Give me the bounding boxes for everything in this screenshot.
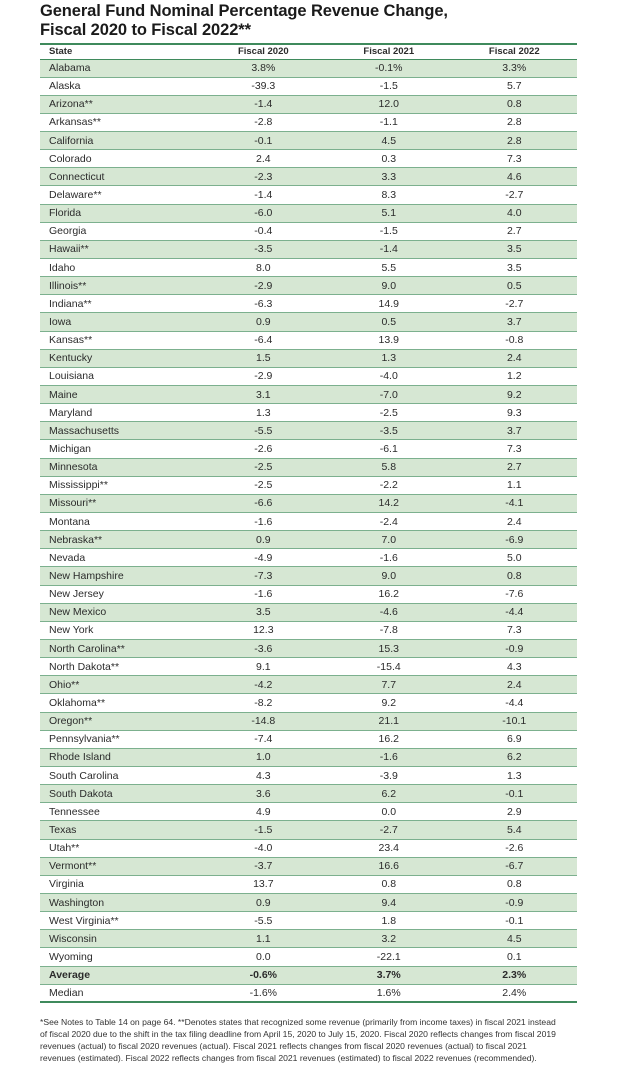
table-row — [40, 912, 577, 930]
fiscal-2020-cell: -2.6 — [201, 440, 326, 458]
fiscal-2022-cell: -4.4 — [452, 694, 578, 712]
table-row — [40, 295, 577, 313]
table-row — [40, 313, 577, 331]
fiscal-2022-cell: 9.3 — [452, 404, 578, 422]
state-cell: Average — [40, 966, 201, 984]
state-cell: Maryland — [40, 404, 201, 422]
fiscal-2020-cell: -2.9 — [201, 367, 326, 385]
fiscal-2021-cell: -7.8 — [326, 621, 451, 639]
table-row — [40, 458, 577, 476]
state-cell: Wisconsin — [40, 930, 201, 948]
fiscal-2021-cell: 12.0 — [326, 95, 451, 113]
fiscal-2022-cell: 0.1 — [452, 948, 578, 966]
fiscal-2021-cell: 6.2 — [326, 785, 451, 803]
table-row — [40, 549, 577, 567]
fiscal-2021-cell: 3.7% — [326, 966, 451, 984]
fiscal-2020-cell: -1.6 — [201, 585, 326, 603]
state-cell: California — [40, 132, 201, 150]
table-row — [40, 893, 577, 911]
table-row — [40, 694, 577, 712]
fiscal-2021-cell: 13.9 — [326, 331, 451, 349]
table-row — [40, 259, 577, 277]
fiscal-2022-cell: -7.6 — [452, 585, 578, 603]
fiscal-2021-cell: 4.5 — [326, 132, 451, 150]
fiscal-2022-cell: 2.8 — [452, 132, 578, 150]
state-cell: New York — [40, 621, 201, 639]
fiscal-2022-cell: 2.7 — [452, 458, 578, 476]
table-row — [40, 567, 577, 585]
state-cell: Louisiana — [40, 367, 201, 385]
fiscal-2020-cell: -1.5 — [201, 821, 326, 839]
fiscal-2021-cell: -4.0 — [326, 367, 451, 385]
table-row — [40, 621, 577, 639]
state-cell: New Jersey — [40, 585, 201, 603]
table-row — [40, 331, 577, 349]
state-cell: Colorado — [40, 150, 201, 168]
title-line-2: Fiscal 2020 to Fiscal 2022** — [40, 21, 251, 39]
fiscal-2021-cell: -7.0 — [326, 386, 451, 404]
table-row — [40, 658, 577, 676]
header-state: State — [40, 44, 201, 59]
table-row — [40, 113, 577, 131]
fiscal-2022-cell: 2.4 — [452, 513, 578, 531]
fiscal-2022-cell: 3.7 — [452, 422, 578, 440]
table-row — [40, 948, 577, 966]
fiscal-2021-cell: -3.9 — [326, 766, 451, 784]
fiscal-2020-cell: -1.4 — [201, 186, 326, 204]
table-row — [40, 59, 577, 77]
state-cell: Pennsylvania** — [40, 730, 201, 748]
table-row — [40, 349, 577, 367]
median-row — [40, 984, 577, 1002]
fiscal-2022-cell: 7.3 — [452, 621, 578, 639]
state-cell: Wyoming — [40, 948, 201, 966]
state-cell: Georgia — [40, 222, 201, 240]
fiscal-2022-cell: 4.3 — [452, 658, 578, 676]
table-row — [40, 785, 577, 803]
fiscal-2020-cell: 2.4 — [201, 150, 326, 168]
state-cell: Missouri** — [40, 494, 201, 512]
table-row — [40, 367, 577, 385]
table-row — [40, 386, 577, 404]
fiscal-2021-cell: -2.7 — [326, 821, 451, 839]
table-row — [40, 222, 577, 240]
table-row — [40, 77, 577, 95]
fiscal-2022-cell: 0.8 — [452, 567, 578, 585]
fiscal-2020-cell: -2.9 — [201, 277, 326, 295]
fiscal-2021-cell: 1.8 — [326, 912, 451, 930]
table-row — [40, 240, 577, 258]
fiscal-2020-cell: -39.3 — [201, 77, 326, 95]
fiscal-2022-cell: -10.1 — [452, 712, 578, 730]
fiscal-2021-cell: -3.5 — [326, 422, 451, 440]
fiscal-2022-cell: 2.9 — [452, 803, 578, 821]
state-cell: Oklahoma** — [40, 694, 201, 712]
state-cell: Washington — [40, 893, 201, 911]
fiscal-2021-cell: -22.1 — [326, 948, 451, 966]
fiscal-2022-cell: 7.3 — [452, 150, 578, 168]
fiscal-2020-cell: -4.2 — [201, 676, 326, 694]
fiscal-2020-cell: -0.4 — [201, 222, 326, 240]
state-cell: Delaware** — [40, 186, 201, 204]
fiscal-2021-cell: 9.0 — [326, 567, 451, 585]
fiscal-2020-cell: -0.1 — [201, 132, 326, 150]
header-row — [40, 44, 577, 59]
fiscal-2020-cell: -6.6 — [201, 494, 326, 512]
page — [40, 0, 577, 1064]
state-cell: Idaho — [40, 259, 201, 277]
fiscal-2020-cell: 3.1 — [201, 386, 326, 404]
state-cell: North Dakota** — [40, 658, 201, 676]
fiscal-2022-cell: -2.7 — [452, 295, 578, 313]
state-cell: Mississippi** — [40, 476, 201, 494]
fiscal-2020-cell: -6.3 — [201, 295, 326, 313]
fiscal-2020-cell: 0.9 — [201, 893, 326, 911]
fiscal-2021-cell: 0.5 — [326, 313, 451, 331]
state-cell: Tennessee — [40, 803, 201, 821]
state-cell: Massachusetts — [40, 422, 201, 440]
state-cell: Vermont** — [40, 857, 201, 875]
fiscal-2020-cell: -4.9 — [201, 549, 326, 567]
fiscal-2022-cell: 0.8 — [452, 875, 578, 893]
fiscal-2020-cell: -3.7 — [201, 857, 326, 875]
fiscal-2020-cell: 1.3 — [201, 404, 326, 422]
fiscal-2020-cell: -0.6% — [201, 966, 326, 984]
fiscal-2021-cell: -1.1 — [326, 113, 451, 131]
table-row — [40, 440, 577, 458]
state-cell: Virginia — [40, 875, 201, 893]
fiscal-2022-cell: 6.9 — [452, 730, 578, 748]
fiscal-2020-cell: -1.6 — [201, 513, 326, 531]
table-row — [40, 857, 577, 875]
fiscal-2021-cell: 15.3 — [326, 640, 451, 658]
fiscal-2020-cell: -6.4 — [201, 331, 326, 349]
fiscal-2020-cell: 0.0 — [201, 948, 326, 966]
table-row — [40, 875, 577, 893]
fiscal-2021-cell: -1.6 — [326, 748, 451, 766]
state-cell: North Carolina** — [40, 640, 201, 658]
fiscal-2020-cell: 0.9 — [201, 531, 326, 549]
fiscal-2020-cell: -3.5 — [201, 240, 326, 258]
fiscal-2021-cell: -1.6 — [326, 549, 451, 567]
table-row — [40, 204, 577, 222]
state-cell: Michigan — [40, 440, 201, 458]
fiscal-2022-cell: 2.4% — [452, 984, 578, 1002]
header-fiscal-2021: Fiscal 2021 — [326, 44, 451, 59]
fiscal-2021-cell: 5.8 — [326, 458, 451, 476]
fiscal-2020-cell: 1.1 — [201, 930, 326, 948]
fiscal-2022-cell: -4.4 — [452, 603, 578, 621]
fiscal-2022-cell: 1.2 — [452, 367, 578, 385]
fiscal-2020-cell: -2.3 — [201, 168, 326, 186]
fiscal-2022-cell: 2.4 — [452, 676, 578, 694]
fiscal-2021-cell: 1.6% — [326, 984, 451, 1002]
fiscal-2020-cell: -1.4 — [201, 95, 326, 113]
table-row — [40, 803, 577, 821]
table-row — [40, 404, 577, 422]
fiscal-2021-cell: 9.2 — [326, 694, 451, 712]
fiscal-2020-cell: 12.3 — [201, 621, 326, 639]
fiscal-2021-cell: 7.7 — [326, 676, 451, 694]
fiscal-2022-cell: -0.1 — [452, 912, 578, 930]
state-cell: Hawaii** — [40, 240, 201, 258]
fiscal-2021-cell: 3.3 — [326, 168, 451, 186]
fiscal-2021-cell: 1.3 — [326, 349, 451, 367]
fiscal-2020-cell: -7.4 — [201, 730, 326, 748]
fiscal-2022-cell: 3.3% — [452, 59, 578, 77]
fiscal-2021-cell: 5.5 — [326, 259, 451, 277]
table-row — [40, 712, 577, 730]
state-cell: Nevada — [40, 549, 201, 567]
state-cell: South Carolina — [40, 766, 201, 784]
table-row — [40, 476, 577, 494]
fiscal-2022-cell: 4.6 — [452, 168, 578, 186]
fiscal-2020-cell: 3.5 — [201, 603, 326, 621]
fiscal-2022-cell: 2.7 — [452, 222, 578, 240]
fiscal-2021-cell: 5.1 — [326, 204, 451, 222]
fiscal-2021-cell: 14.9 — [326, 295, 451, 313]
state-cell: South Dakota — [40, 785, 201, 803]
state-cell: Arkansas** — [40, 113, 201, 131]
fiscal-2022-cell: -6.9 — [452, 531, 578, 549]
fiscal-2021-cell: 16.6 — [326, 857, 451, 875]
fiscal-2022-cell: 2.8 — [452, 113, 578, 131]
fiscal-2021-cell: 0.0 — [326, 803, 451, 821]
state-cell: Florida — [40, 204, 201, 222]
state-cell: Kentucky — [40, 349, 201, 367]
revenue-change-table — [40, 43, 577, 1003]
fiscal-2022-cell: 4.5 — [452, 930, 578, 948]
table-row — [40, 730, 577, 748]
fiscal-2021-cell: -1.5 — [326, 222, 451, 240]
table-row — [40, 603, 577, 621]
fiscal-2022-cell: 2.3% — [452, 966, 578, 984]
fiscal-2020-cell: -6.0 — [201, 204, 326, 222]
fiscal-2022-cell: -0.8 — [452, 331, 578, 349]
fiscal-2021-cell: 9.0 — [326, 277, 451, 295]
fiscal-2021-cell: 14.2 — [326, 494, 451, 512]
fiscal-2022-cell: 5.4 — [452, 821, 578, 839]
fiscal-2021-cell: 3.2 — [326, 930, 451, 948]
fiscal-2022-cell: 3.5 — [452, 259, 578, 277]
state-cell: Maine — [40, 386, 201, 404]
state-cell: Arizona** — [40, 95, 201, 113]
state-cell: Rhode Island — [40, 748, 201, 766]
fiscal-2022-cell: -0.9 — [452, 893, 578, 911]
fiscal-2020-cell: -3.6 — [201, 640, 326, 658]
fiscal-2020-cell: -2.5 — [201, 476, 326, 494]
state-cell: Iowa — [40, 313, 201, 331]
fiscal-2022-cell: 0.8 — [452, 95, 578, 113]
fiscal-2021-cell: -2.4 — [326, 513, 451, 531]
state-cell: Oregon** — [40, 712, 201, 730]
state-cell: New Mexico — [40, 603, 201, 621]
fiscal-2022-cell: 5.0 — [452, 549, 578, 567]
fiscal-2020-cell: 9.1 — [201, 658, 326, 676]
table-row — [40, 513, 577, 531]
fiscal-2020-cell: -4.0 — [201, 839, 326, 857]
fiscal-2020-cell: -8.2 — [201, 694, 326, 712]
fiscal-2021-cell: -2.5 — [326, 404, 451, 422]
state-cell: Minnesota — [40, 458, 201, 476]
fiscal-2021-cell: 23.4 — [326, 839, 451, 857]
table-row — [40, 821, 577, 839]
header-fiscal-2022: Fiscal 2022 — [452, 44, 578, 59]
state-cell: Utah** — [40, 839, 201, 857]
fiscal-2022-cell: -2.6 — [452, 839, 578, 857]
state-cell: Ohio** — [40, 676, 201, 694]
average-row — [40, 966, 577, 984]
table-row — [40, 494, 577, 512]
fiscal-2021-cell: -4.6 — [326, 603, 451, 621]
table-row — [40, 422, 577, 440]
fiscal-2020-cell: -7.3 — [201, 567, 326, 585]
fiscal-2021-cell: 7.0 — [326, 531, 451, 549]
fiscal-2022-cell: 6.2 — [452, 748, 578, 766]
fiscal-2021-cell: -1.5 — [326, 77, 451, 95]
table-row — [40, 150, 577, 168]
state-cell: Texas — [40, 821, 201, 839]
table-row — [40, 168, 577, 186]
fiscal-2022-cell: -0.1 — [452, 785, 578, 803]
table-title — [40, 2, 577, 40]
table-row — [40, 585, 577, 603]
fiscal-2020-cell: -5.5 — [201, 912, 326, 930]
fiscal-2020-cell: 1.5 — [201, 349, 326, 367]
table-row — [40, 839, 577, 857]
table-row — [40, 531, 577, 549]
table-row — [40, 277, 577, 295]
fiscal-2021-cell: -6.1 — [326, 440, 451, 458]
fiscal-2022-cell: 0.5 — [452, 277, 578, 295]
fiscal-2022-cell: 5.7 — [452, 77, 578, 95]
fiscal-2022-cell: 1.1 — [452, 476, 578, 494]
table-row — [40, 766, 577, 784]
state-cell: Alabama — [40, 59, 201, 77]
table-row — [40, 95, 577, 113]
fiscal-2021-cell: 0.3 — [326, 150, 451, 168]
fiscal-2021-cell: -0.1% — [326, 59, 451, 77]
state-cell: Alaska — [40, 77, 201, 95]
fiscal-2020-cell: 3.6 — [201, 785, 326, 803]
fiscal-2021-cell: 16.2 — [326, 730, 451, 748]
table-row — [40, 930, 577, 948]
fiscal-2021-cell: 21.1 — [326, 712, 451, 730]
fiscal-2021-cell: 8.3 — [326, 186, 451, 204]
state-cell: Nebraska** — [40, 531, 201, 549]
fiscal-2020-cell: -1.6% — [201, 984, 326, 1002]
state-cell: Median — [40, 984, 201, 1002]
fiscal-2022-cell: 3.5 — [452, 240, 578, 258]
fiscal-2021-cell: -15.4 — [326, 658, 451, 676]
fiscal-2022-cell: 7.3 — [452, 440, 578, 458]
fiscal-2020-cell: 0.9 — [201, 313, 326, 331]
fiscal-2022-cell: 1.3 — [452, 766, 578, 784]
state-cell: West Virginia** — [40, 912, 201, 930]
state-cell: New Hampshire — [40, 567, 201, 585]
fiscal-2020-cell: 1.0 — [201, 748, 326, 766]
fiscal-2020-cell: -5.5 — [201, 422, 326, 440]
fiscal-2020-cell: 4.9 — [201, 803, 326, 821]
footnote: *See Notes to Table 14 on page 64. **Denotes states that recognized some revenue (primarily from income taxes) in fiscal 2021 instead of fiscal 2020 due to the shift in the tax filing deadline from April 15, 2020 to July 15, 2020. Fiscal 2020 reflects changes from fiscal 2019 revenues (actual) to fiscal 2020 revenues (actual). Fiscal 2021 reflects changes from fiscal 2020 revenues (actual) to fiscal 2021 revenues (estimated). Fiscal 2022 reflects changes from fiscal 2021 revenues (estimated) to fiscal 2022 revenues (recommended). — [40, 1017, 556, 1064]
table-row — [40, 132, 577, 150]
fiscal-2022-cell: 9.2 — [452, 386, 578, 404]
fiscal-2022-cell: 2.4 — [452, 349, 578, 367]
title-line-1: General Fund Nominal Percentage Revenue Change, — [40, 2, 448, 20]
fiscal-2020-cell: -14.8 — [201, 712, 326, 730]
fiscal-2022-cell: -0.9 — [452, 640, 578, 658]
fiscal-2022-cell: -2.7 — [452, 186, 578, 204]
table-body — [40, 59, 577, 1002]
fiscal-2020-cell: 13.7 — [201, 875, 326, 893]
fiscal-2022-cell: -4.1 — [452, 494, 578, 512]
fiscal-2021-cell: -2.2 — [326, 476, 451, 494]
fiscal-2020-cell: 3.8% — [201, 59, 326, 77]
fiscal-2022-cell: 3.7 — [452, 313, 578, 331]
table-row — [40, 748, 577, 766]
fiscal-2022-cell: 4.0 — [452, 204, 578, 222]
state-cell: Illinois** — [40, 277, 201, 295]
table-row — [40, 186, 577, 204]
state-cell: Montana — [40, 513, 201, 531]
fiscal-2021-cell: -1.4 — [326, 240, 451, 258]
table-row — [40, 640, 577, 658]
state-cell: Indiana** — [40, 295, 201, 313]
state-cell: Connecticut — [40, 168, 201, 186]
fiscal-2021-cell: 16.2 — [326, 585, 451, 603]
fiscal-2021-cell: 0.8 — [326, 875, 451, 893]
fiscal-2020-cell: -2.8 — [201, 113, 326, 131]
table-row — [40, 676, 577, 694]
state-cell: Kansas** — [40, 331, 201, 349]
fiscal-2021-cell: 9.4 — [326, 893, 451, 911]
fiscal-2020-cell: 8.0 — [201, 259, 326, 277]
fiscal-2022-cell: -6.7 — [452, 857, 578, 875]
fiscal-2020-cell: 4.3 — [201, 766, 326, 784]
header-fiscal-2020: Fiscal 2020 — [201, 44, 326, 59]
fiscal-2020-cell: -2.5 — [201, 458, 326, 476]
